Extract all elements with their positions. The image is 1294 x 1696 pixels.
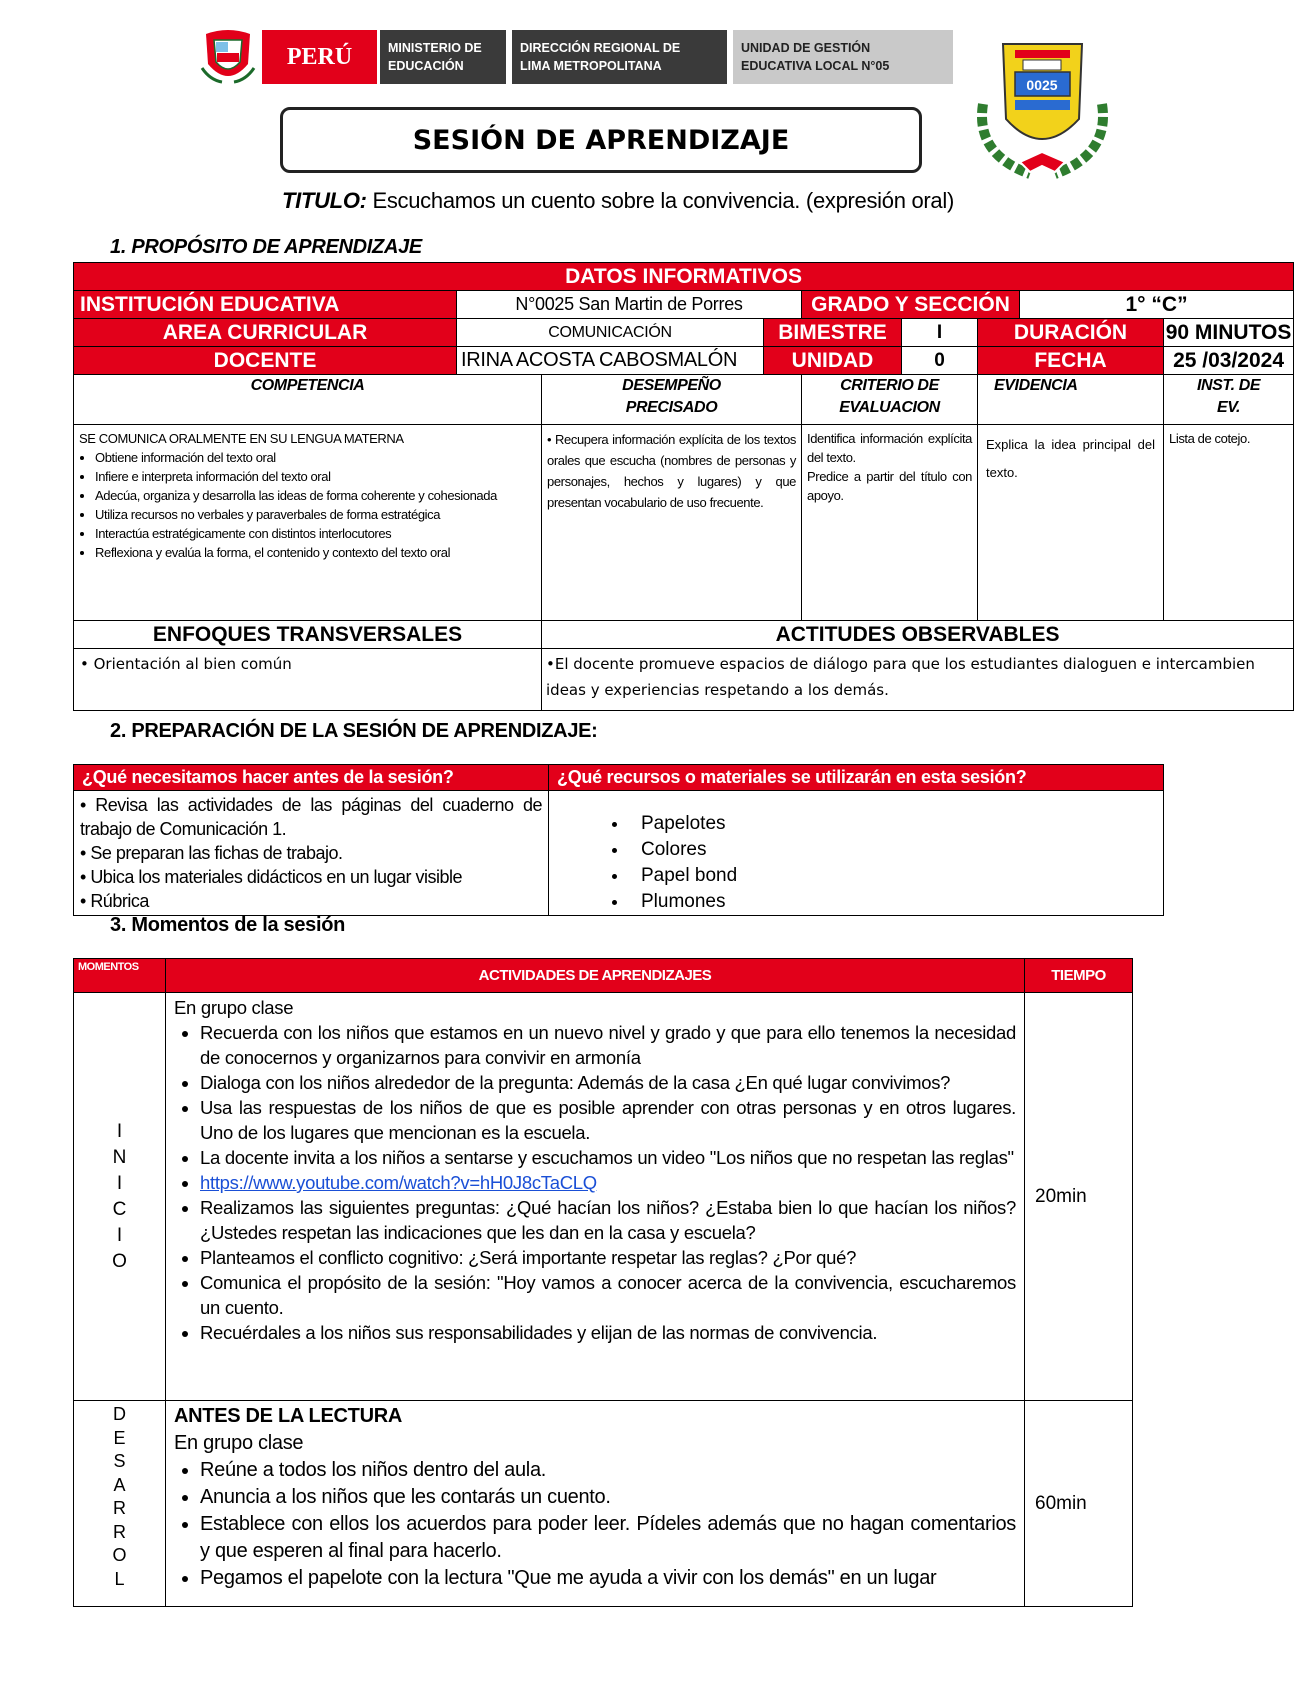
list-item: • Colores bbox=[629, 837, 1153, 863]
area-label: AREA CURRICULAR bbox=[74, 319, 457, 347]
list-item: • Papelotes bbox=[629, 811, 1153, 837]
unidad-label: UNIDAD bbox=[764, 347, 902, 375]
document-title: SESIÓN DE APRENDIZAJE bbox=[280, 107, 922, 173]
momentos-table bbox=[73, 958, 1133, 1607]
video-link[interactable]: https://www.youtube.com/watch?v=hH0J8cTaCLQ bbox=[200, 1172, 597, 1193]
fecha-label: FECHA bbox=[978, 347, 1164, 375]
list-item: • Pegamos el papelote con la lectura "Que me ayuda a vivir con los demás" en un lugar bbox=[200, 1565, 1016, 1592]
materials-cell bbox=[549, 791, 1164, 916]
list-item: • Adecúa, organiza y desarrolla las ideas de forma coherente y cohesionada bbox=[95, 486, 536, 505]
momentos-header: MOMENTOS bbox=[74, 959, 166, 993]
peru-shield-icon bbox=[200, 28, 256, 86]
ministry-label: MINISTERIO DE EDUCACIÓN bbox=[380, 30, 506, 84]
list-item bbox=[200, 1170, 1016, 1195]
desarrollo-activities: ANTES DE LA LECTURA En grupo clase • Reúne a todos los niños dentro del aula. • Anuncia a los niños que les contarás un cuento. • Establece con ellos los acuerdos para poder leer. Pídeles además que no hagan comentarios y que esperen al final para hacerlo. • Pegamos el papelote con la lectura "Que me ayuda a vivir con los demás" en un lugar bbox=[166, 1401, 1025, 1607]
list-item: • Dialoga con los niños alrededor de la pregunta: Además de la casa ¿En qué lugar convivimos? bbox=[200, 1070, 1016, 1095]
criterio-cell: Identifica información explícita del texto. Predice a partir del título con apoyo. bbox=[802, 425, 978, 621]
crest-number: 0025 bbox=[1026, 77, 1058, 93]
inicio-label: I N I C I O bbox=[74, 993, 166, 1401]
duracion-value: 90 MINUTOS bbox=[1164, 319, 1294, 347]
list-item: • Infiere e interpreta información del texto oral bbox=[95, 467, 536, 486]
actitudes-header: ACTITUDES OBSERVABLES bbox=[542, 621, 1294, 649]
list-item: • Recuérdales a los niños sus responsabilidades y elijan de las normas de convivencia. bbox=[200, 1320, 1016, 1345]
list-item: • Establece con ellos los acuerdos para poder leer. Pídeles además que no hagan comentarios y que esperen al final para hacerlo. bbox=[200, 1511, 1016, 1565]
datos-header: DATOS INFORMATIVOS bbox=[74, 263, 1294, 291]
tiempo-header: TIEMPO bbox=[1025, 959, 1133, 993]
inicio-time: 20min bbox=[1025, 993, 1133, 1401]
resources-header: ¿Qué recursos o materiales se utilizarán en esta sesión? bbox=[549, 765, 1164, 791]
list-item: • Utiliza recursos no verbales y paraverbales de forma estratégica bbox=[95, 505, 536, 524]
list-item: • Ubica los materiales didácticos en un lugar visible bbox=[80, 867, 463, 887]
before-session-cell bbox=[74, 791, 549, 916]
enfoque-item: • Orientación al bien común bbox=[74, 649, 542, 711]
bimestre-label: BIMESTRE bbox=[764, 319, 902, 347]
ie-label: INSTITUCIÓN EDUCATIVA bbox=[74, 291, 457, 319]
list-item: • Recuerda con los niños que estamos en un nuevo nivel y grado y que para ello tenemos la necesidad de conocernos y organizarnos para convivir en armonía bbox=[200, 1020, 1016, 1070]
unidad-value: 0 bbox=[902, 347, 978, 375]
enfoques-header: ENFOQUES TRANSVERSALES bbox=[74, 621, 542, 649]
list-item: • Planteamos el conflicto cognitivo: ¿Será importante respetar las reglas? ¿Por qué? bbox=[200, 1245, 1016, 1270]
competencia-title: SE COMUNICA ORALMENTE EN SU LENGUA MATERNA bbox=[79, 431, 404, 446]
duracion-label: DURACIÓN bbox=[978, 319, 1164, 347]
criterio-header: CRITERIO DE EVALUACION bbox=[802, 375, 978, 425]
school-crest-icon bbox=[975, 34, 1110, 184]
evidencia-cell: Explica la idea principal del texto. bbox=[978, 425, 1164, 621]
list-item: • Plumones bbox=[629, 889, 1153, 915]
competencia-cell bbox=[74, 425, 542, 621]
desarrollo-label: D E S A R R O L bbox=[74, 1401, 166, 1607]
desarrollo-time: 60min bbox=[1025, 1401, 1133, 1607]
list-item: • Reúne a todos los niños dentro del aula. bbox=[200, 1457, 1016, 1484]
actividades-header: ACTIVIDADES DE APRENDIZAJES bbox=[166, 959, 1025, 993]
ie-value: N°0025 San Martin de Porres bbox=[457, 291, 802, 319]
list-item: • Papel bond bbox=[629, 863, 1153, 889]
section-2-heading: 2. PREPARACIÓN DE LA SESIÓN DE APRENDIZAJE: bbox=[110, 720, 598, 742]
desempeno-header: DESEMPEÑO PRECISADO bbox=[542, 375, 802, 425]
direction-label: DIRECCIÓN REGIONAL DE LIMA METROPOLITANA bbox=[512, 30, 727, 84]
bimestre-value: I bbox=[902, 319, 978, 347]
list-item: • Revisa las actividades de las páginas del cuaderno de trabajo de Comunicación 1. bbox=[80, 795, 542, 839]
inst-header: INST. DE EV. bbox=[1164, 375, 1294, 425]
actitud-item: •El docente promueve espacios de diálogo para que los estudiantes dialoguen e intercambien ideas y experiencias respetando a los demás. bbox=[542, 649, 1294, 711]
list-item: • Anuncia a los niños que les contarás un cuento. bbox=[200, 1484, 1016, 1511]
list-item: • La docente invita a los niños a sentarse y escuchamos un video "Los niños que no respetan las reglas" bbox=[200, 1145, 1016, 1170]
list-item: • Reflexiona y evalúa la forma, el contenido y contexto del texto oral bbox=[95, 543, 536, 562]
list-item: • Obtiene información del texto oral bbox=[95, 448, 536, 467]
inst-cell: Lista de cotejo. bbox=[1164, 425, 1294, 621]
list-item: • Se preparan las fichas de trabajo. bbox=[80, 843, 343, 863]
list-item: • Usa las respuestas de los niños de que es posible aprender con otras personas y en otros lugares. Uno de los lugares que mencionan es la escuela. bbox=[200, 1095, 1016, 1145]
docente-value: IRINA ACOSTA CABOSMALÓN bbox=[457, 347, 764, 375]
list-item: • Comunica el propósito de la sesión: "Hoy vamos a conocer acerca de la convivencia, escucharemos un cuento. bbox=[200, 1270, 1016, 1320]
section-3-heading: 3. Momentos de la sesión bbox=[110, 914, 346, 936]
session-title: TITULO: Escuchamos un cuento sobre la convivencia. (expresión oral) bbox=[282, 188, 954, 213]
preparation-table bbox=[73, 764, 1164, 916]
fecha-value: 25 /03/2024 bbox=[1164, 347, 1294, 375]
before-session-header: ¿Qué necesitamos hacer antes de la sesión? bbox=[74, 765, 549, 791]
docente-label: DOCENTE bbox=[74, 347, 457, 375]
section-1-heading: 1. PROPÓSITO DE APRENDIZAJE bbox=[110, 236, 422, 258]
grado-label: GRADO Y SECCIÓN bbox=[802, 291, 1020, 319]
ugel-label: UNIDAD DE GESTIÓN EDUCATIVA LOCAL N°05 bbox=[733, 30, 953, 84]
competencia-header: COMPETENCIA bbox=[74, 375, 542, 425]
grado-value: 1° “C” bbox=[1020, 291, 1294, 319]
list-item: • Rúbrica bbox=[80, 891, 149, 911]
list-item: • Interactúa estratégicamente con distintos interlocutores bbox=[95, 524, 536, 543]
antes-lectura-title: ANTES DE LA LECTURA bbox=[174, 1405, 403, 1427]
area-value: COMUNICACIÓN bbox=[457, 319, 764, 347]
datos-table bbox=[73, 262, 1294, 711]
evidencia-header: EVIDENCIA bbox=[978, 375, 1164, 425]
list-item: • Realizamos las siguientes preguntas: ¿Qué hacían los niños? ¿Estaba bien lo que hacían los niños? ¿Ustedes respetan las indicaciones que les dan en la casa y escuela? bbox=[200, 1195, 1016, 1245]
peru-logo: PERÚ bbox=[262, 30, 377, 84]
desempeno-cell: • Recupera información explícita de los textos orales que escucha (nombres de personas y personajes, hechos y lugares) y que presentan vocabulario de uso frecuente. bbox=[542, 425, 802, 621]
inicio-activities: En grupo clase • Recuerda con los niños que estamos en un nuevo nivel y grado y que para ello tenemos la necesidad de conocernos y organizarnos para convivir en armonía • Dialoga con los niños alrededor de la pregunta: Además de la casa ¿En qué lugar convivimos? • Usa las respuestas de los niños de que es posible aprender con otras personas y en otros lugares. Uno de los lugares que mencionan es la escuela. • La docente invita a los niños a sentarse y escuchamos un video "Los niños que no respetan las reglas" • https://www.youtube.com/watch?v=hH0J8cTaCLQ • Realizamos las siguientes preguntas: ¿Qué hacían los niños? ¿Estaba bien lo que hacían los niños? ¿Ustedes respetan las indicaciones que les dan en la casa y escuela? • Planteamos el conflicto cognitivo: ¿Será importante respetar las reglas? ¿Por qué? • Comunica el propósito de la sesión: "Hoy vamos a conocer acerca de la convivencia, escucharemos un cuento. • Recuérdales a los niños sus responsabilidades y elijan de las normas de convivencia. bbox=[166, 993, 1025, 1401]
